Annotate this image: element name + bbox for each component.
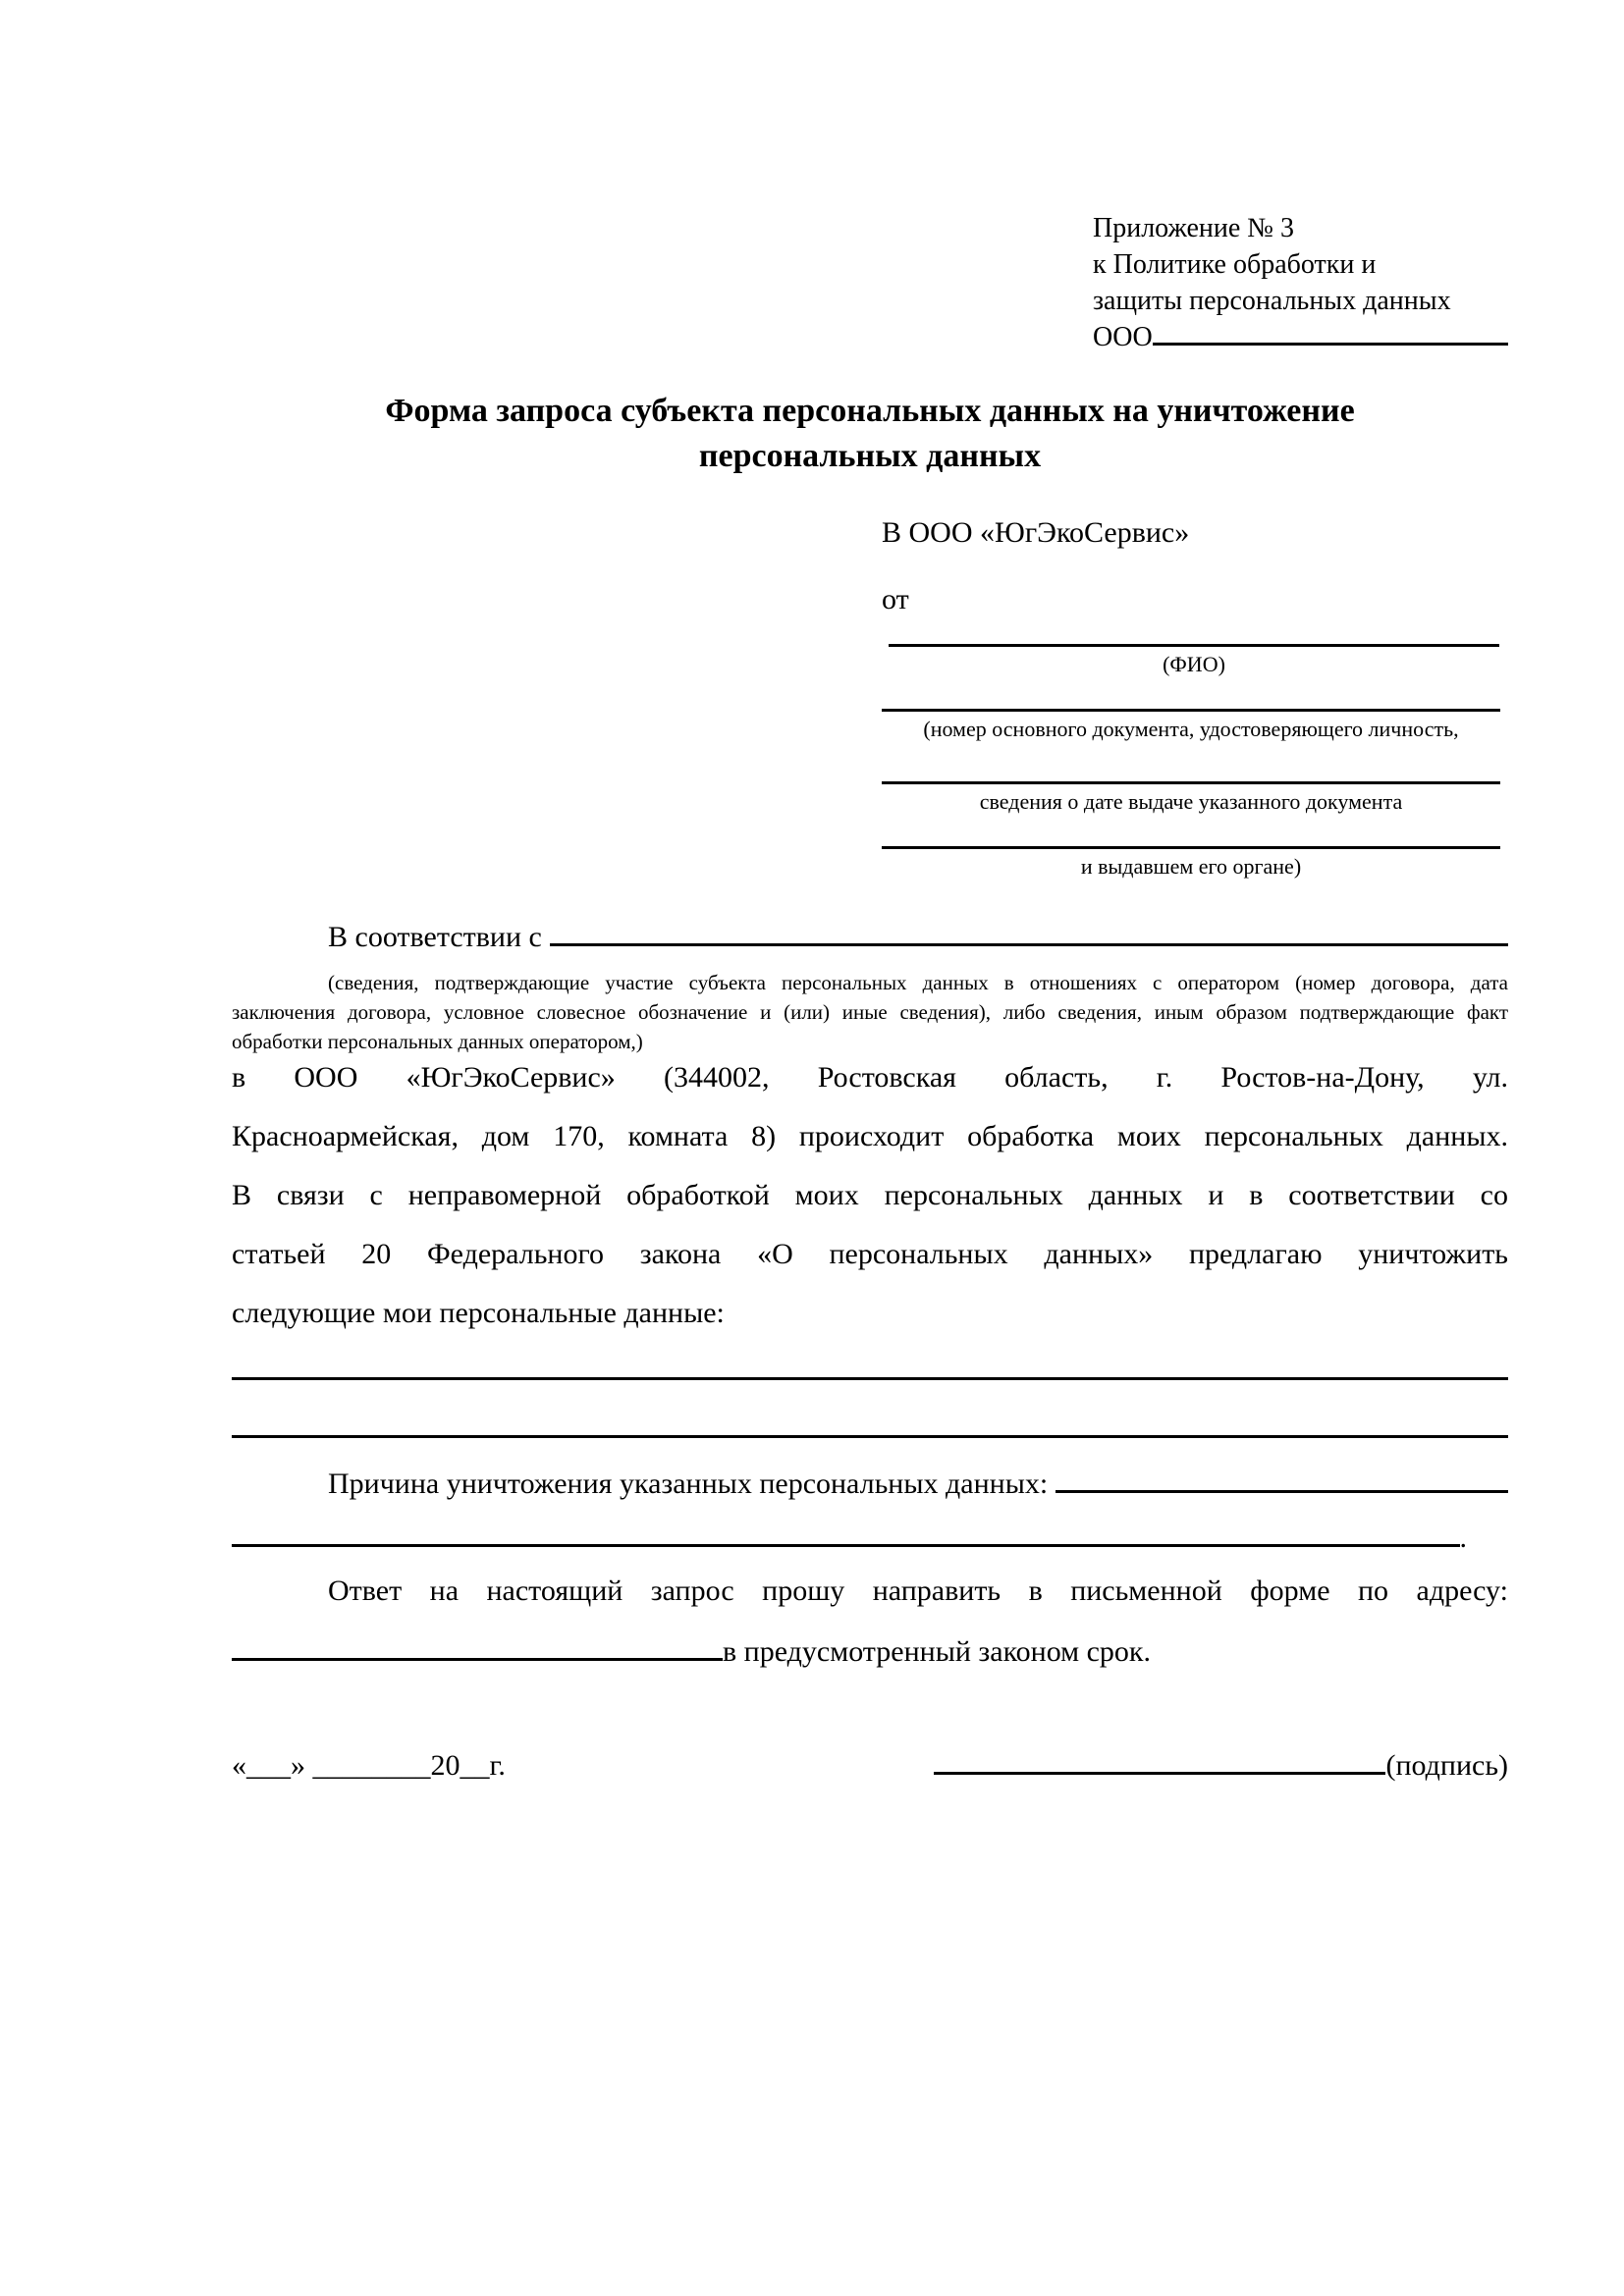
reason-continuation-blank-line: [232, 1544, 1460, 1547]
addressee-from-label: от: [882, 583, 909, 615]
body-line-4: статьей 20 Федерального закона «О персональных данных» предлагаю уничтожить: [232, 1238, 1508, 1270]
appendix-org-row: [1093, 319, 1508, 355]
document-number-blank-line: [882, 709, 1500, 712]
fio-caption: (ФИО): [1163, 652, 1225, 676]
date-blank-text: «___» ________20__г.: [232, 1749, 506, 1782]
org-name-blank-line: [1153, 343, 1508, 346]
answer-request-line: Ответ на настоящий запрос прошу направить в письменной форме по адресу:: [328, 1575, 1508, 1607]
fio-blank-line: [889, 644, 1499, 647]
page-title: [232, 389, 1508, 479]
accordance-footnote: [232, 968, 1508, 1056]
appendix-line-3: защиты персональных данных: [1093, 286, 1451, 316]
footnote-line-1: (сведения, подтверждающие участие субъекта персональных данных в отношениях с оператором (номер договора, дата: [328, 971, 1508, 994]
appendix-line-2: к Политике обработки и: [1093, 249, 1377, 280]
signature-caption: (подпись): [1385, 1749, 1508, 1782]
accordance-blank-line: [550, 943, 1508, 946]
footer-row: [232, 1749, 1508, 1783]
accordance-row: [232, 921, 1508, 954]
address-blank-line: [232, 1658, 723, 1661]
org-prefix: ООО: [1093, 322, 1153, 352]
reason-continuation-row: [232, 1522, 1467, 1555]
issuing-authority-blank-line: [882, 846, 1500, 849]
appendix-line-1: Приложение № 3: [1093, 213, 1294, 243]
body-line-2: Красноармейская, дом 170, комната 8) происходит обработка моих персональных данных.: [232, 1120, 1508, 1152]
issuing-authority-caption: и выдавшем его органе): [1080, 854, 1302, 879]
addressee-to: В ООО «ЮгЭкоСервис»: [882, 516, 1190, 549]
reason-blank-line: [1056, 1490, 1508, 1493]
reason-row: [232, 1468, 1508, 1501]
footnote-line-3: обработки персональных данных оператором,): [232, 1030, 643, 1053]
title-line-2: персональных данных: [698, 438, 1042, 474]
answer-tail-text: в предусмотренный законом срок.: [723, 1635, 1151, 1668]
body-line-1: в ООО «ЮгЭкоСервис» (344002, Ростовская область, г. Ростов-на-Дону, ул.: [232, 1061, 1508, 1094]
answer-address-row: [232, 1635, 1508, 1669]
signature-blank-line: [934, 1772, 1385, 1775]
document-number-caption: (номер основного документа, удостоверяющего личность,: [923, 717, 1459, 741]
body-line-5: следующие мои персональные данные:: [232, 1297, 725, 1329]
accordance-lead: В соответствии с: [328, 921, 542, 953]
issue-date-blank-line: [882, 781, 1500, 784]
body-paragraph: [232, 1048, 1508, 1343]
reason-label: Причина уничтожения указанных персональных данных:: [328, 1468, 1049, 1500]
issue-date-caption: сведения о дате выдаче указанного документа: [979, 789, 1403, 814]
signature-group: [934, 1749, 1508, 1783]
footnote-line-2: заключения договора, условное словесное обозначение и (или) иные сведения), либо сведения, иным образом подтверждающие факт: [232, 1000, 1508, 1024]
appendix-block: [1093, 210, 1508, 355]
title-line-1: Форма запроса субъекта персональных данных на уничтожение: [385, 393, 1355, 429]
body-line-3: В связи с неправомерной обработкой моих персональных данных и в соответствии со: [232, 1179, 1508, 1211]
data-blank-line-2: [232, 1435, 1508, 1438]
sentence-period: .: [1459, 1522, 1467, 1554]
data-blank-line-1: [232, 1377, 1508, 1380]
